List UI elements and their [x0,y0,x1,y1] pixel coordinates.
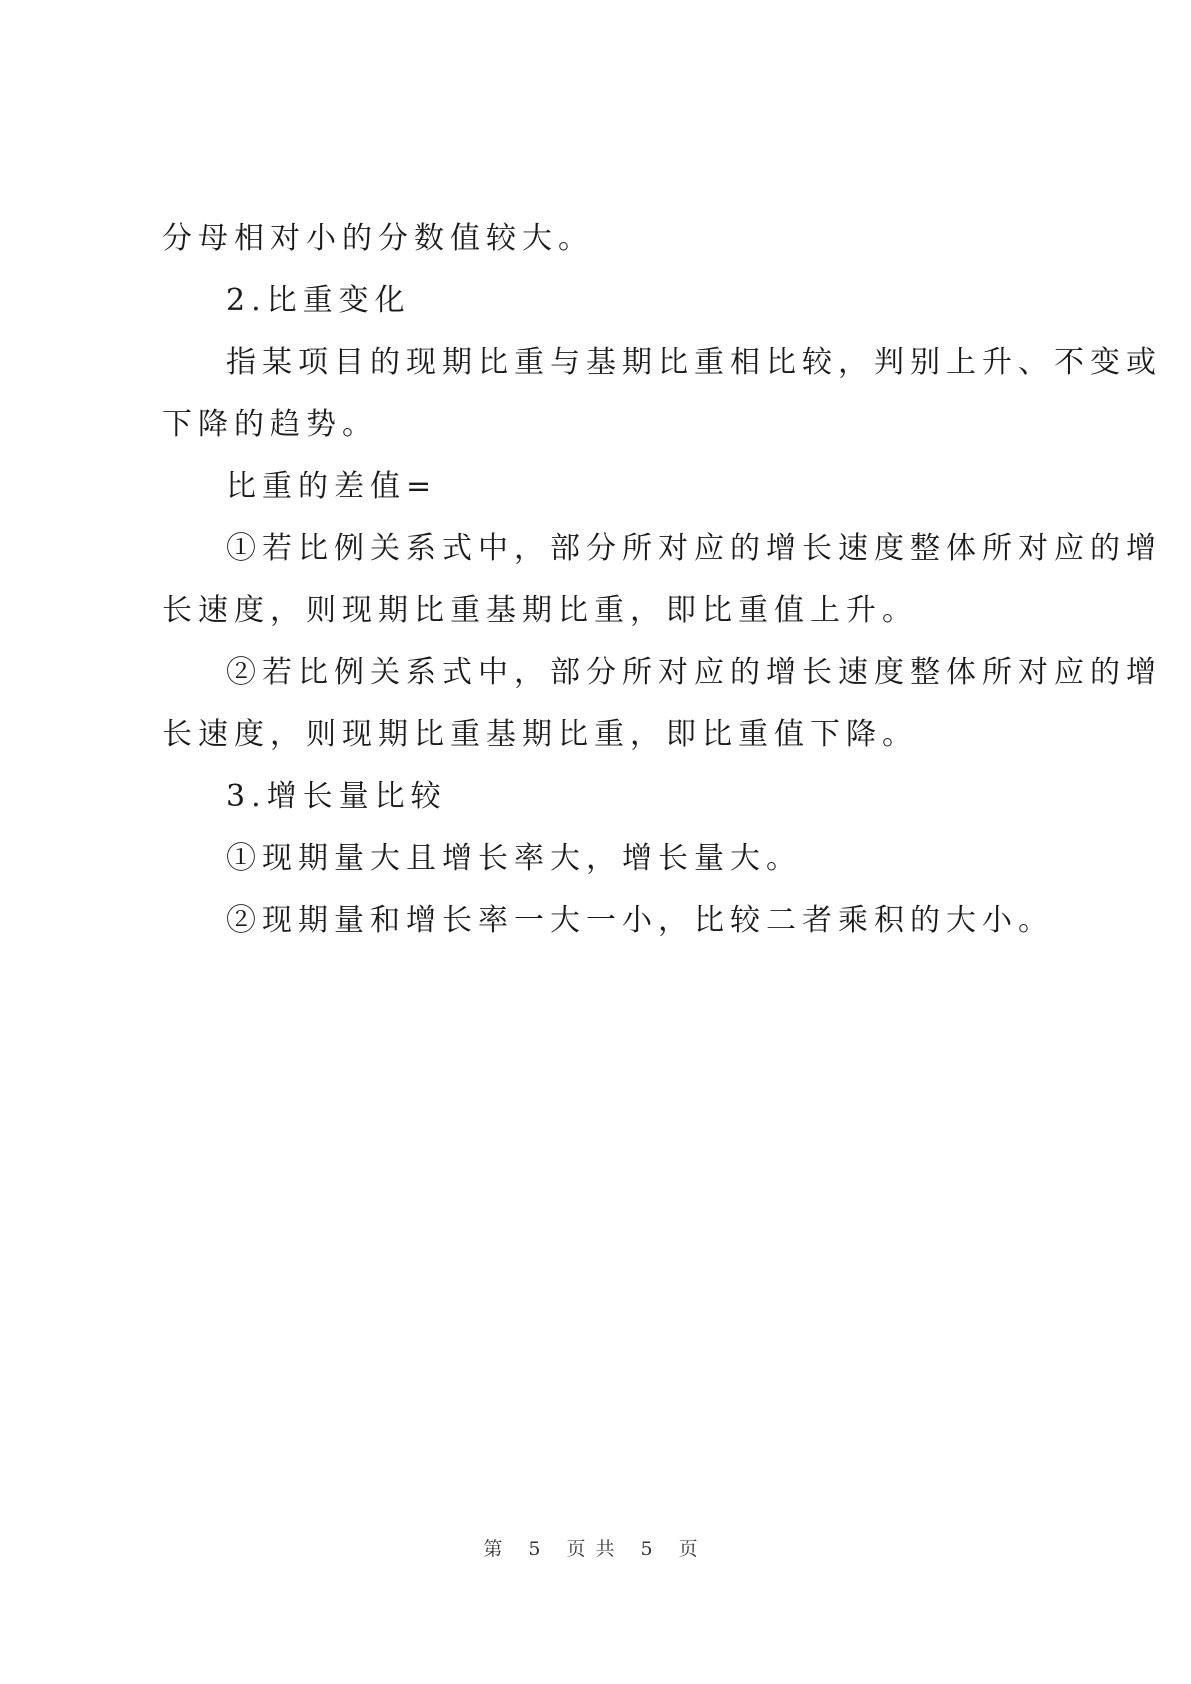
paragraph-line: ①现期量大且增长率大，增长量大。 [226,841,802,876]
paragraph-line: 下降的趋势。 [162,407,378,442]
page-number-footer: 第 5 页共 5 页 [483,1538,708,1560]
paragraph-line: 长速度，则现期比重基期比重，即比重值下降。 [162,717,918,752]
section-heading: 3.增长量比较 [226,779,447,814]
paragraph-line: 长速度，则现期比重基期比重，即比重值上升。 [162,593,918,628]
paragraph-line: ①若比例关系式中，部分所对应的增长速度整体所对应的增 [226,531,1162,566]
paragraph-line: 比重的差值= [226,469,438,504]
paragraph-line: ②现期量和增长率一大一小，比较二者乘积的大小。 [226,903,1054,938]
paragraph-line: 分母相对小的分数值较大。 [162,221,594,256]
section-heading: 2.比重变化 [226,283,411,318]
paragraph-line: 指某项目的现期比重与基期比重相比较，判别上升、不变或 [226,345,1162,380]
paragraph-line: ②若比例关系式中，部分所对应的增长速度整体所对应的增 [226,655,1162,690]
document-body [162,208,1162,952]
